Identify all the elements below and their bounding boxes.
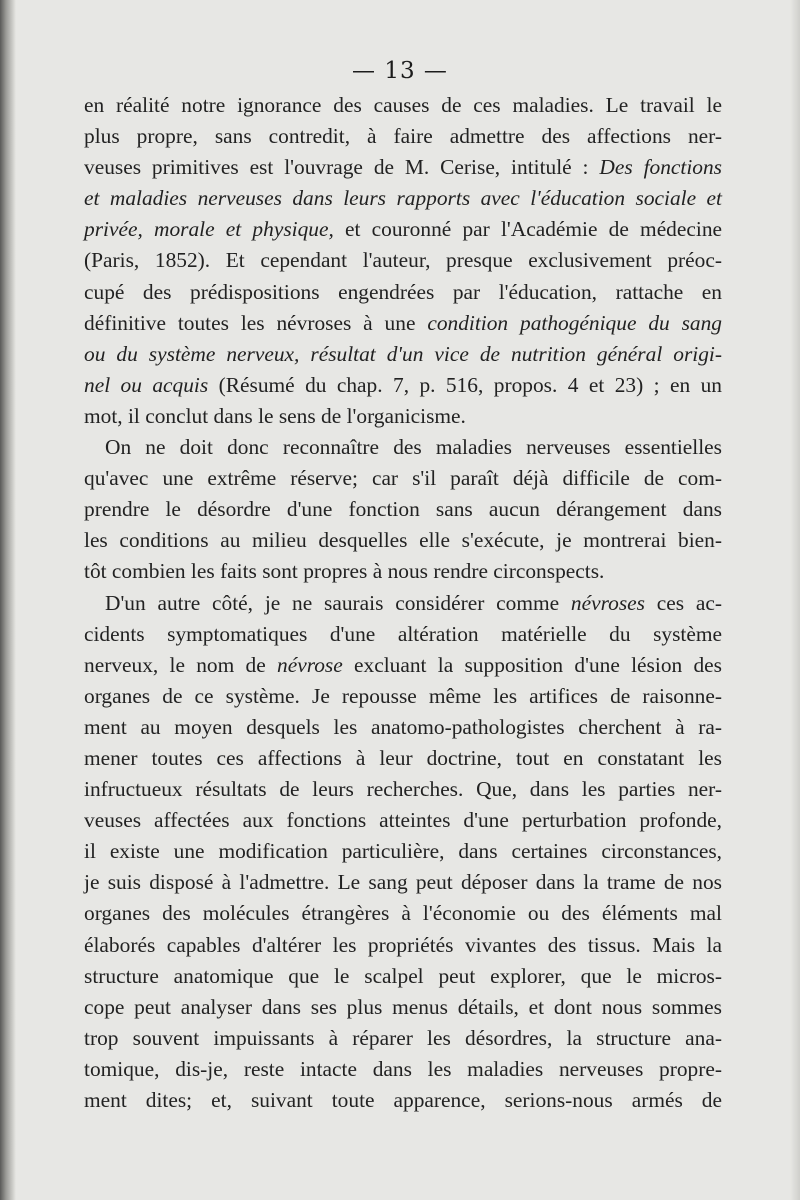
text-segment: cope peut analyser dans ses plus menus détails, et dont nous sommes — [84, 994, 722, 1019]
text-segment: ces ac- — [644, 590, 722, 615]
text-segment: cupé des prédispositions engendrées par l'éducation, rattache en — [84, 279, 722, 304]
italic-text-segment: condition pathogénique du sang — [427, 310, 722, 335]
text-segment: infructueux résultats de leurs recherches. Que, dans les parties ner- — [84, 777, 722, 802]
text-line — [84, 370, 722, 401]
text-segment: mener toutes ces affections à leur doctrine, tout en constatant les — [84, 745, 722, 770]
text-segment: tôt combien les faits sont propres à nous rendre circonspects. — [84, 559, 605, 584]
text-segment: excluant la supposition d'une lésion des — [342, 652, 722, 677]
text-segment: (Paris, 1852). Et cependant l'auteur, presque exclusivement préoc- — [84, 248, 722, 273]
text-line — [84, 681, 722, 712]
text-segment: On ne doit donc reconnaître des maladies nerveuses essentielles — [105, 435, 722, 460]
text-segment: veuses affectées aux fonctions atteintes d'une perturbation profonde, — [84, 808, 722, 833]
italic-text-segment: privée, morale et physique, — [84, 217, 334, 242]
text-line — [84, 961, 722, 992]
body-text — [84, 90, 722, 1116]
text-line — [84, 867, 722, 898]
text-line — [84, 930, 722, 961]
text-line — [84, 152, 722, 183]
text-segment: prendre le désordre d'une fonction sans aucun dérangement dans — [84, 497, 722, 522]
text-line — [84, 121, 722, 152]
text-line — [84, 308, 722, 339]
italic-text-segment: névrose — [277, 652, 343, 677]
page-left-edge-shadow — [0, 0, 16, 1200]
text-segment: élaborés capables d'altérer les propriétés vivantes des tissus. Mais la — [84, 932, 722, 957]
page-number: — 13 — — [352, 58, 448, 84]
text-segment: ment au moyen desquels les anatomo-pathologistes cherchent à ra- — [84, 714, 722, 739]
text-segment: plus propre, sans contredit, à faire admettre des affections ner- — [84, 124, 722, 149]
text-line — [84, 1085, 722, 1116]
text-line — [84, 214, 722, 245]
text-segment: définitive toutes les névroses à une — [84, 310, 428, 335]
text-line — [84, 525, 722, 556]
text-segment: je suis disposé à l'admettre. Le sang peut déposer dans la trame de nos — [84, 870, 722, 895]
text-segment: organes des molécules étrangères à l'économie ou des éléments mal — [84, 901, 722, 926]
text-line — [84, 1023, 722, 1054]
text-segment: structure anatomique que le scalpel peut explorer, que le micros- — [84, 963, 722, 988]
text-segment: qu'avec une extrême réserve; car s'il paraît déjà difficile de com- — [84, 466, 722, 491]
text-line — [84, 494, 722, 525]
text-segment: en réalité notre ignorance des causes de ces maladies. Le travail le — [84, 93, 722, 117]
text-line — [84, 556, 722, 587]
text-segment: mot, il conclut dans le sens de l'organicisme. — [84, 403, 466, 428]
text-line — [84, 898, 722, 929]
text-segment: D'un autre côté, je ne saurais considérer comme — [105, 590, 571, 615]
italic-text-segment: Des fonctions — [599, 155, 722, 180]
text-segment: et couronné par l'Académie de médecine — [333, 217, 723, 242]
italic-text-segment: ou du système nerveux, résultat d'un vice de nutrition général origi- — [84, 341, 722, 366]
text-segment: (Résumé du chap. 7, p. 516, propos. 4 et 23) ; en un — [208, 372, 722, 397]
text-segment: trop souvent impuissants à réparer les désordres, la structure ana- — [84, 1025, 722, 1050]
text-segment: tomique, dis-je, reste intacte dans les maladies nerveuses propre- — [84, 1056, 722, 1081]
text-line — [84, 743, 722, 774]
italic-text-segment: nel ou acquis — [84, 372, 209, 397]
text-line — [84, 90, 722, 121]
text-segment: veuses primitives est l'ouvrage de M. Cerise, intitulé : — [84, 155, 600, 180]
text-line — [84, 712, 722, 743]
text-line — [84, 588, 722, 619]
text-segment: il existe une modification particulière, dans certaines circonstances, — [84, 839, 722, 864]
text-segment: cidents symptomatiques d'une altération matérielle du système — [84, 621, 722, 646]
text-segment: les conditions au milieu desquelles elle s'exécute, je montrerai bien- — [84, 528, 722, 553]
text-line — [84, 1054, 722, 1085]
text-line — [84, 836, 722, 867]
text-line — [84, 463, 722, 494]
text-line — [84, 277, 722, 308]
italic-text-segment: névroses — [570, 590, 645, 615]
italic-text-segment: et maladies nerveuses dans leurs rapports avec l'éducation sociale et — [84, 186, 722, 211]
text-line — [84, 650, 722, 681]
text-line — [84, 774, 722, 805]
text-line — [84, 432, 722, 463]
text-line — [84, 339, 722, 370]
page-right-edge-shadow — [790, 0, 800, 1200]
text-line — [84, 619, 722, 650]
text-line — [84, 245, 722, 276]
text-segment: organes de ce système. Je repousse même les artifices de raisonne- — [84, 683, 722, 708]
text-line — [84, 992, 722, 1023]
text-line — [84, 401, 722, 432]
text-line — [84, 805, 722, 836]
text-line — [84, 183, 722, 214]
text-segment: ment dites; et, suivant toute apparence, serions-nous armés de — [84, 1088, 722, 1112]
text-segment: nerveux, le nom de — [84, 652, 278, 677]
